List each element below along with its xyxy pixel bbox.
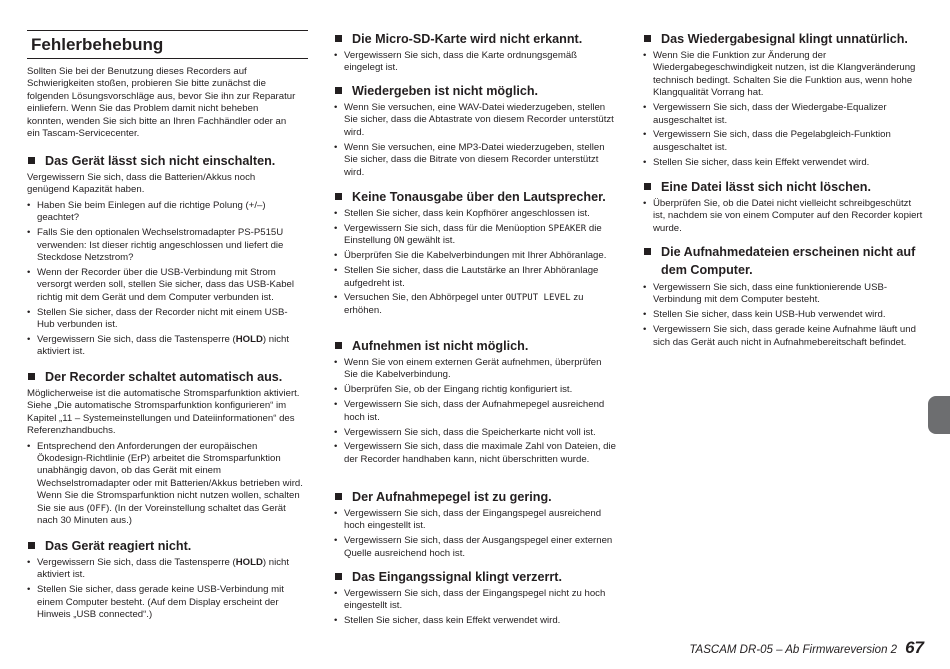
section-heading: Die Micro-SD-Karte wird nicht erkannt. [352, 32, 583, 46]
section-sd-card [334, 31, 617, 77]
section-heading: Das Gerät lässt sich nicht einschalten. [45, 154, 276, 168]
list-item: • Überprüfen Sie, ob der Eingang richtig konfiguriert ist. [334, 384, 617, 396]
list-item: • Vergewissern Sie sich, dass die Speicherkarte nicht voll ist. [334, 427, 617, 439]
text-run: ). (In der Voreinstellung schaltet das Gerät nach 30 Minuten aus.) [37, 502, 286, 527]
list-item: • Stellen Sie sicher, dass kein Kopfhörer angeschlossen ist. [334, 208, 617, 220]
list-item [334, 223, 617, 248]
list-item: • Wenn Sie versuchen, eine MP3-Datei wiederzugeben, stellen Sie sicher, dass die Bitrate von diesem Recorder unterstützt wird. [334, 142, 617, 179]
text-run: die Einstellung [344, 222, 602, 247]
footer-text: TASCAM DR-05 – Ab Firmwareversion 2 [689, 644, 898, 656]
text-run: gewählt ist. [404, 235, 456, 247]
square-bullet-icon [335, 493, 342, 500]
list-item: • Falls Sie den optionalen Wechselstromadapter PS-P515U verwenden: Ist dieser richtig angeschlossen und liefert die Steckdose Netzstrom? [27, 227, 299, 264]
list-item: • Vergewissern Sie sich, dass der Wiedergabe-Equalizer ausgeschaltet ist. [643, 102, 925, 127]
list-item: • Vergewissern Sie sich, dass der Eingangspegel nicht zu hoch eingestellt ist. [334, 588, 617, 613]
bullet-list [334, 208, 617, 317]
text-run: zu erhöhen. [344, 292, 584, 316]
section-heading: Die Aufnahmedateien erscheinen nicht auf dem Computer. [661, 245, 916, 277]
section-auto-off [27, 369, 308, 530]
list-item: • Wenn Sie von einem externen Gerät aufnehmen, überprüfen Sie die Kabelverbindung. [334, 357, 617, 382]
square-bullet-icon [644, 183, 651, 190]
list-item: • Stellen Sie sicher, dass kein Effekt verwendet wird. [643, 157, 925, 169]
section-lead: Vergewissern Sie sich, dass die Batterien/Akkus noch genügend Kapazität haben. [27, 172, 256, 196]
section-not-responding [27, 538, 299, 624]
text-run: ) nicht aktiviert ist. [37, 557, 290, 581]
square-bullet-icon [28, 542, 35, 549]
square-bullet-icon [335, 193, 342, 200]
square-bullet-icon [335, 87, 342, 94]
bullet-list [334, 50, 617, 75]
section-unnatural-playback [643, 31, 925, 172]
section-heading: Der Recorder schaltet automatisch aus. [45, 370, 283, 384]
list-item: • Stellen Sie sicher, dass kein Effekt verwendet wird. [334, 615, 617, 627]
list-item: • Überprüfen Sie, ob die Datei nicht vielleicht schreibgeschützt ist, nachdem sie von einem Computer auf den Recorder kopiert wurde. [643, 198, 925, 235]
bullet-list [334, 357, 617, 466]
list-item: • Stellen Sie sicher, dass kein USB-Hub verwendet wird. [643, 309, 925, 321]
list-item: • Vergewissern Sie sich, dass die Pegelabgleich-Funktion ausgeschaltet ist. [643, 129, 925, 154]
display-text: OUTPUT LEVEL [505, 293, 571, 304]
list-item: • Wenn Sie die Funktion zur Änderung der Wiedergabegeschwindigkeit nutzen, ist die Klangveränderung technisch bedingt. Schalten Sie die Funktion aus, wenn hohe Klangqualität Vorrang hat. [643, 50, 925, 100]
bullet-list [27, 557, 299, 622]
hold-key-label: HOLD [235, 557, 263, 568]
section-files-not-on-computer [643, 244, 925, 352]
text-run: ) nicht aktiviert ist. [37, 333, 290, 358]
text-run: Versuchen Sie, den Abhörpegel unter [344, 292, 506, 304]
page-title-bar [27, 30, 308, 59]
square-bullet-icon [644, 248, 651, 255]
square-bullet-icon [335, 342, 342, 349]
display-text: OFF [89, 503, 107, 514]
list-item: • Stellen Sie sicher, dass gerade keine USB-Verbindung mit einem Computer besteht. (Auf dem Display erscheint der Hinweis „USB connected“.) [27, 584, 299, 621]
list-item: • Haben Sie beim Einlegen auf die richtige Polung (+/–) geachtet? [27, 200, 299, 225]
bullet-list [334, 508, 617, 560]
section-recording [334, 338, 617, 469]
text-run: Vergewissern Sie sich, dass die Tastensperre ( [37, 557, 236, 568]
square-bullet-icon [28, 373, 35, 380]
list-item: • Vergewissern Sie sich, dass die Karte ordnungsgemäß eingelegt ist. [334, 50, 617, 75]
section-cannot-delete [643, 179, 925, 238]
list-item: • Wenn der Recorder über die USB-Verbindung mit Strom versorgt werden soll, stellen Sie sicher, dass das USB-Kabel richtig mit dem Gerät und dem Computer verbunden ist. [27, 267, 299, 304]
list-item: • Vergewissern Sie sich, dass der Ausgangspegel einer externen Quelle ausreichend hoch ist. [334, 535, 617, 560]
bullet-list [27, 200, 299, 359]
display-text: ON [393, 236, 405, 247]
section-heading: Aufnehmen ist nicht möglich. [352, 339, 529, 353]
list-item: • Wenn Sie versuchen, eine WAV-Datei wiederzugeben, stellen Sie sicher, dass die Abtastrate von diesem Recorder unterstützt wird. [334, 102, 617, 139]
page-footer [689, 638, 924, 658]
list-item: • Vergewissern Sie sich, dass eine funktionierende USB-Verbindung mit dem Computer besteht. [643, 282, 925, 307]
display-text: SPEAKER [548, 223, 587, 234]
square-bullet-icon [335, 35, 342, 42]
section-low-level [334, 489, 617, 563]
list-item: • Vergewissern Sie sich, dass der Aufnahmepegel ausreichend hoch ist. [334, 399, 617, 424]
bullet-list [27, 441, 308, 528]
section-heading: Das Wiedergabesignal klingt unnatürlich. [661, 32, 908, 46]
text-run: Entsprechend den Anforderungen der europäischen Ökodesign-Richtlinie (ErP) arbeitet die Stromsparfunktion unabhängig davon, ob das Gerät mit einem Wechselstromadapter oder mit Batterien/Akkus betrieben wird. Wenn Sie die Stromsparfunktion nicht nutzen wollen, schalten Sie sie aus ( [37, 440, 303, 514]
section-heading: Das Eingangssignal klingt verzerrt. [352, 570, 562, 584]
list-item [334, 292, 617, 317]
section-playback [334, 83, 617, 181]
square-bullet-icon [28, 157, 35, 164]
list-item: • Vergewissern Sie sich, dass gerade keine Aufnahme läuft und sich das Gerät auch nicht in Aufnahmebereitschaft befindet. [643, 324, 925, 349]
text-run: Vergewissern Sie sich, dass für die Menüoption [344, 222, 549, 234]
section-heading: Eine Datei lässt sich nicht löschen. [661, 180, 871, 194]
square-bullet-icon [335, 573, 342, 580]
list-item: • Vergewissern Sie sich, dass der Eingangspegel ausreichend hoch eingestellt ist. [334, 508, 617, 533]
page-title: Fehlerbehebung [31, 35, 164, 54]
list-item: • Überprüfen Sie die Kabelverbindungen mit Ihrer Abhöranlage. [334, 250, 617, 262]
bullet-list [334, 588, 617, 628]
bullet-list [643, 50, 925, 169]
list-item [27, 334, 299, 359]
page-number: 67 [905, 638, 924, 657]
bullet-list [643, 282, 925, 349]
section-heading: Wiedergeben ist nicht möglich. [352, 84, 539, 98]
list-item [27, 441, 308, 528]
section-no-power [27, 153, 299, 361]
section-heading: Der Aufnahmepegel ist zu gering. [352, 490, 552, 504]
section-heading: Das Gerät reagiert nicht. [45, 539, 192, 553]
section-heading: Keine Tonausgabe über den Lautsprecher. [352, 190, 606, 204]
intro-paragraph: Sollten Sie bei der Benutzung dieses Recorders auf Schwierigkeiten stoßen, probieren Sie bitte zunächst die folgenden Lösungsvorschläge aus, bevor Sie ihn zur Reparatur einliefern. Wenn Sie das Problem damit nicht beheben konnten, wenden Sie sich bitte an Ihren Fachhändler oder an ein Tascam-Servicecenter. [27, 66, 296, 140]
section-distorted [334, 569, 617, 630]
chapter-tab-marker [928, 396, 950, 434]
square-bullet-icon [644, 35, 651, 42]
bullet-list [643, 198, 925, 235]
hold-key-label: HOLD [235, 333, 263, 345]
bullet-list [334, 102, 617, 179]
section-lead: Möglicherweise ist die automatische Stromsparfunktion aktiviert. Siehe „Die automatische Stromsparfunktion konfigurieren“ im Kapitel „11 – Systemeinstellungen und Dateiinformationen“ des Referenzhandbuchs. [27, 388, 300, 437]
list-item [27, 557, 299, 582]
section-no-speaker-output [334, 189, 617, 320]
list-item: • Vergewissern Sie sich, dass die maximale Zahl von Dateien, die der Recorder handhaben kann, nicht überschritten wurde. [334, 441, 617, 466]
text-run: Vergewissern Sie sich, dass die Tastensperre ( [37, 333, 236, 345]
list-item: • Stellen Sie sicher, dass der Recorder nicht mit einem USB-Hub verbunden ist. [27, 307, 299, 332]
list-item: • Stellen Sie sicher, dass die Lautstärke an Ihrer Abhöranlage aufgedreht ist. [334, 265, 617, 290]
